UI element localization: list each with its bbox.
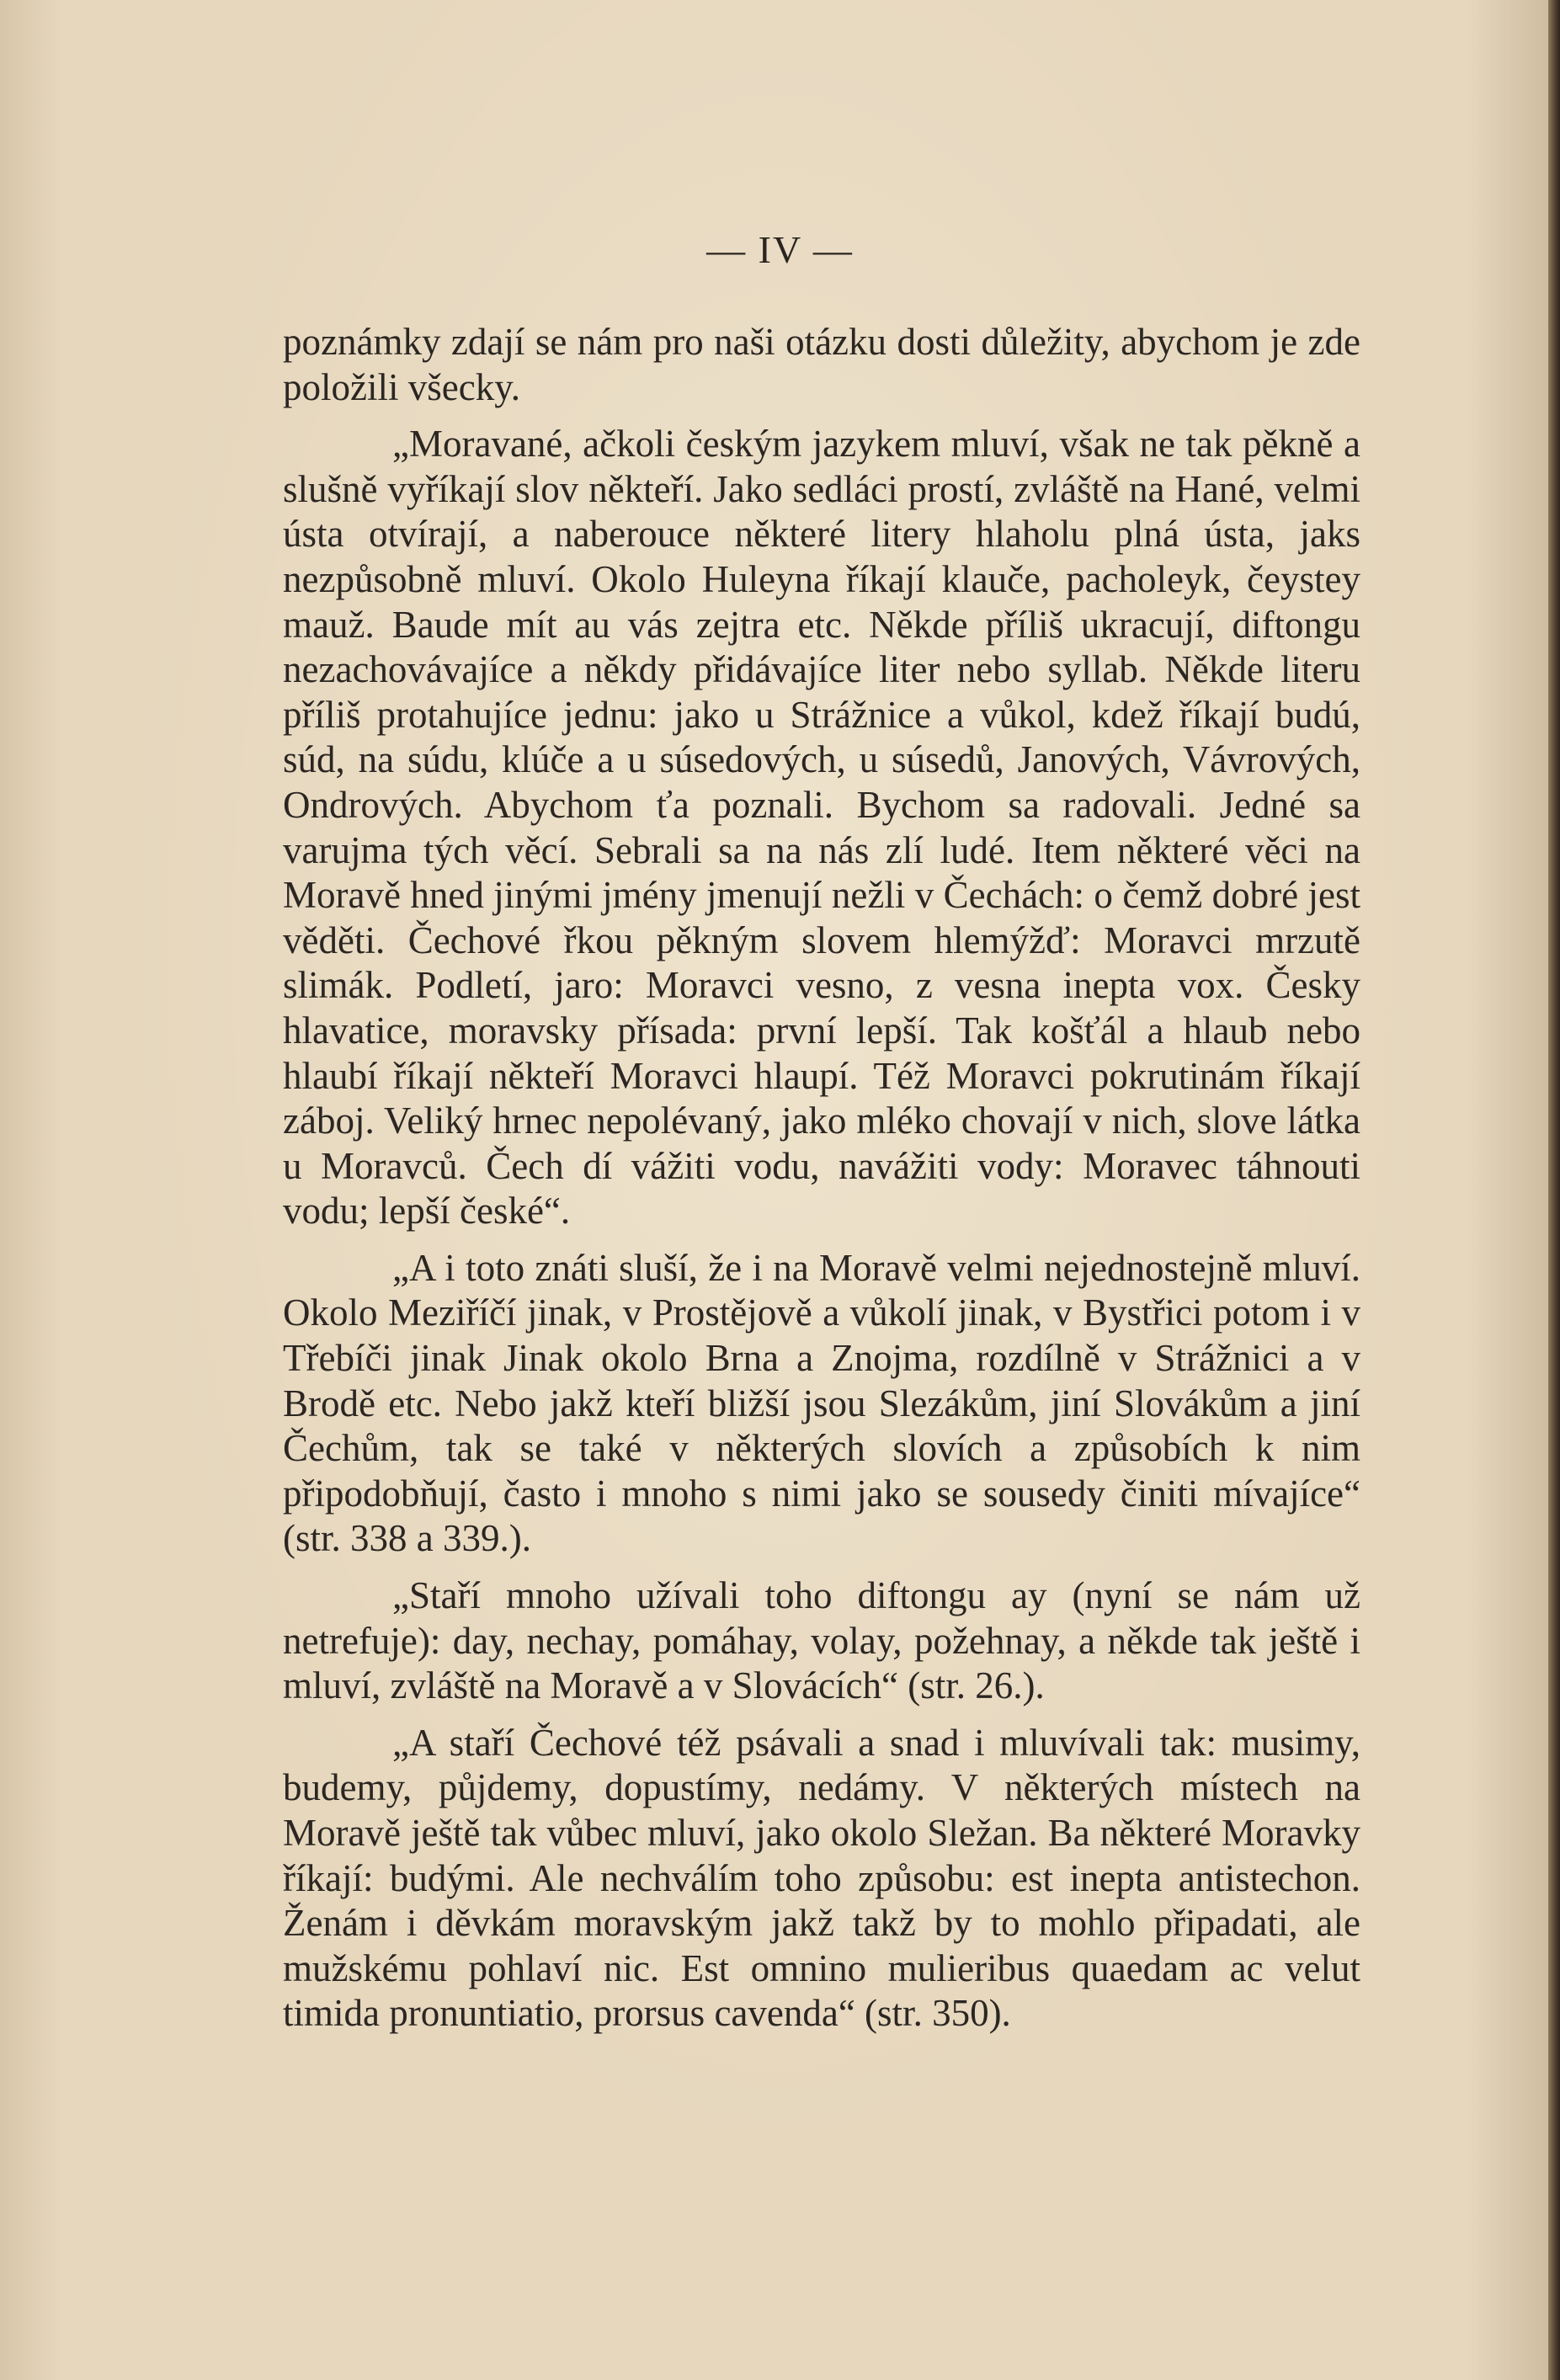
paragraph-2: „Moravané, ačkoli českým jazykem mluví, však ne tak pěkně a slušně vyříkají slov někteří. Jako sedláci prostí, zvláště na Hané, velmi ústa otvírají, a naberouce některé litery hlaholu plná ústa, jaks nezpůsobně mluví. Okolo Huleyna říkají klauče, pacholeyk, čeystey mauž. Baude mít au vás zejtra etc. Někde příliš ukracují, diftongu nezachovávajíce a někdy přidávajíce liter nebo syllab. Někde literu příliš protahujíce jednu: jako u Strážnice a vůkol, kdež říkají budú, súd, na súdu, klúče a u súsedových, u súsedů, Janových, Vávrových, Ondrových. Abychom ťa poznali. Bychom sa radovali. Jedné sa varujma tých věcí. Sebrali sa na nás zlí ludé. Item některé věci na Moravě hned jinými jmény jmenují nežli v Čechách: o čemž dobré jest věděti. Čechové řkou pěkným slovem hlemýžď: Moravci mrzutě slimák. Podletí, jaro: Moravci vesno, z vesna inepta vox. Česky hlavatice, moravsky přísada: první lepší. Tak košťál a hlaub nebo hlaubí říkají někteří Moravci hlaupí. Též Moravci pokrutinám říkají záboj. Veliký hrnec nepolévaný, jako mléko chovají v nich, slove látka u Moravců. Čech dí vážiti vodu, navážiti vody: Moravec táhnouti vodu; lepší české“.: [283, 423, 1360, 1233]
page-number-header: — IV —: [706, 228, 854, 271]
paragraph-5: „A staří Čechové též psávali a snad i mluvívali tak: musimy, budemy, půjdemy, dopustímy, nedámy. V některých místech na Moravě ještě tak vůbec mluví, jako okolo Sležan. Ba některé Moravky říkají: budými. Ale nechválím toho způsobu: est inepta antistechon. Ženám i děvkám moravským jakž takž by to mohlo připadati, ale mužskému pohlaví nic. Est omnino mulieribus quaedam ac velut timida pronuntiatio, prorsus cavenda“ (str. 350).: [283, 1721, 1360, 2035]
body-text: [283, 320, 1360, 2048]
paragraph-1: poznámky zdají se nám pro naši otázku dosti důležity, abychom je zde položili všecky.: [283, 321, 1360, 408]
paragraph-4: „Staří mnoho užívali toho diftongu ay (nyní se nám už netrefuje): day, nechay, pomáhay, volay, požehnay, a někde tak ještě i mluví, zvláště na Moravě a v Slovácích“ (str. 26.).: [283, 1574, 1360, 1707]
paragraph-3: „A i toto znáti sluší, že i na Moravě velmi nejednostejně mluví. Okolo Meziříčí jinak, v Prostějově a vůkolí jinak, v Bystřici potom i v Třebíči jinak Jinak okolo Brna a Znojma, rozdílně v Strážnici a v Brodě etc. Nebo jakž kteří bližší jsou Slezákům, jiní Slovákům a jiní Čechům, tak se také v některých slovích a způsobích k nim připodobňují, často i mnoho s nimi jako se sousedy činiti mívajíce“ (str. 338 a 339.).: [283, 1246, 1360, 1560]
book-binding-edge: [1548, 0, 1560, 2380]
